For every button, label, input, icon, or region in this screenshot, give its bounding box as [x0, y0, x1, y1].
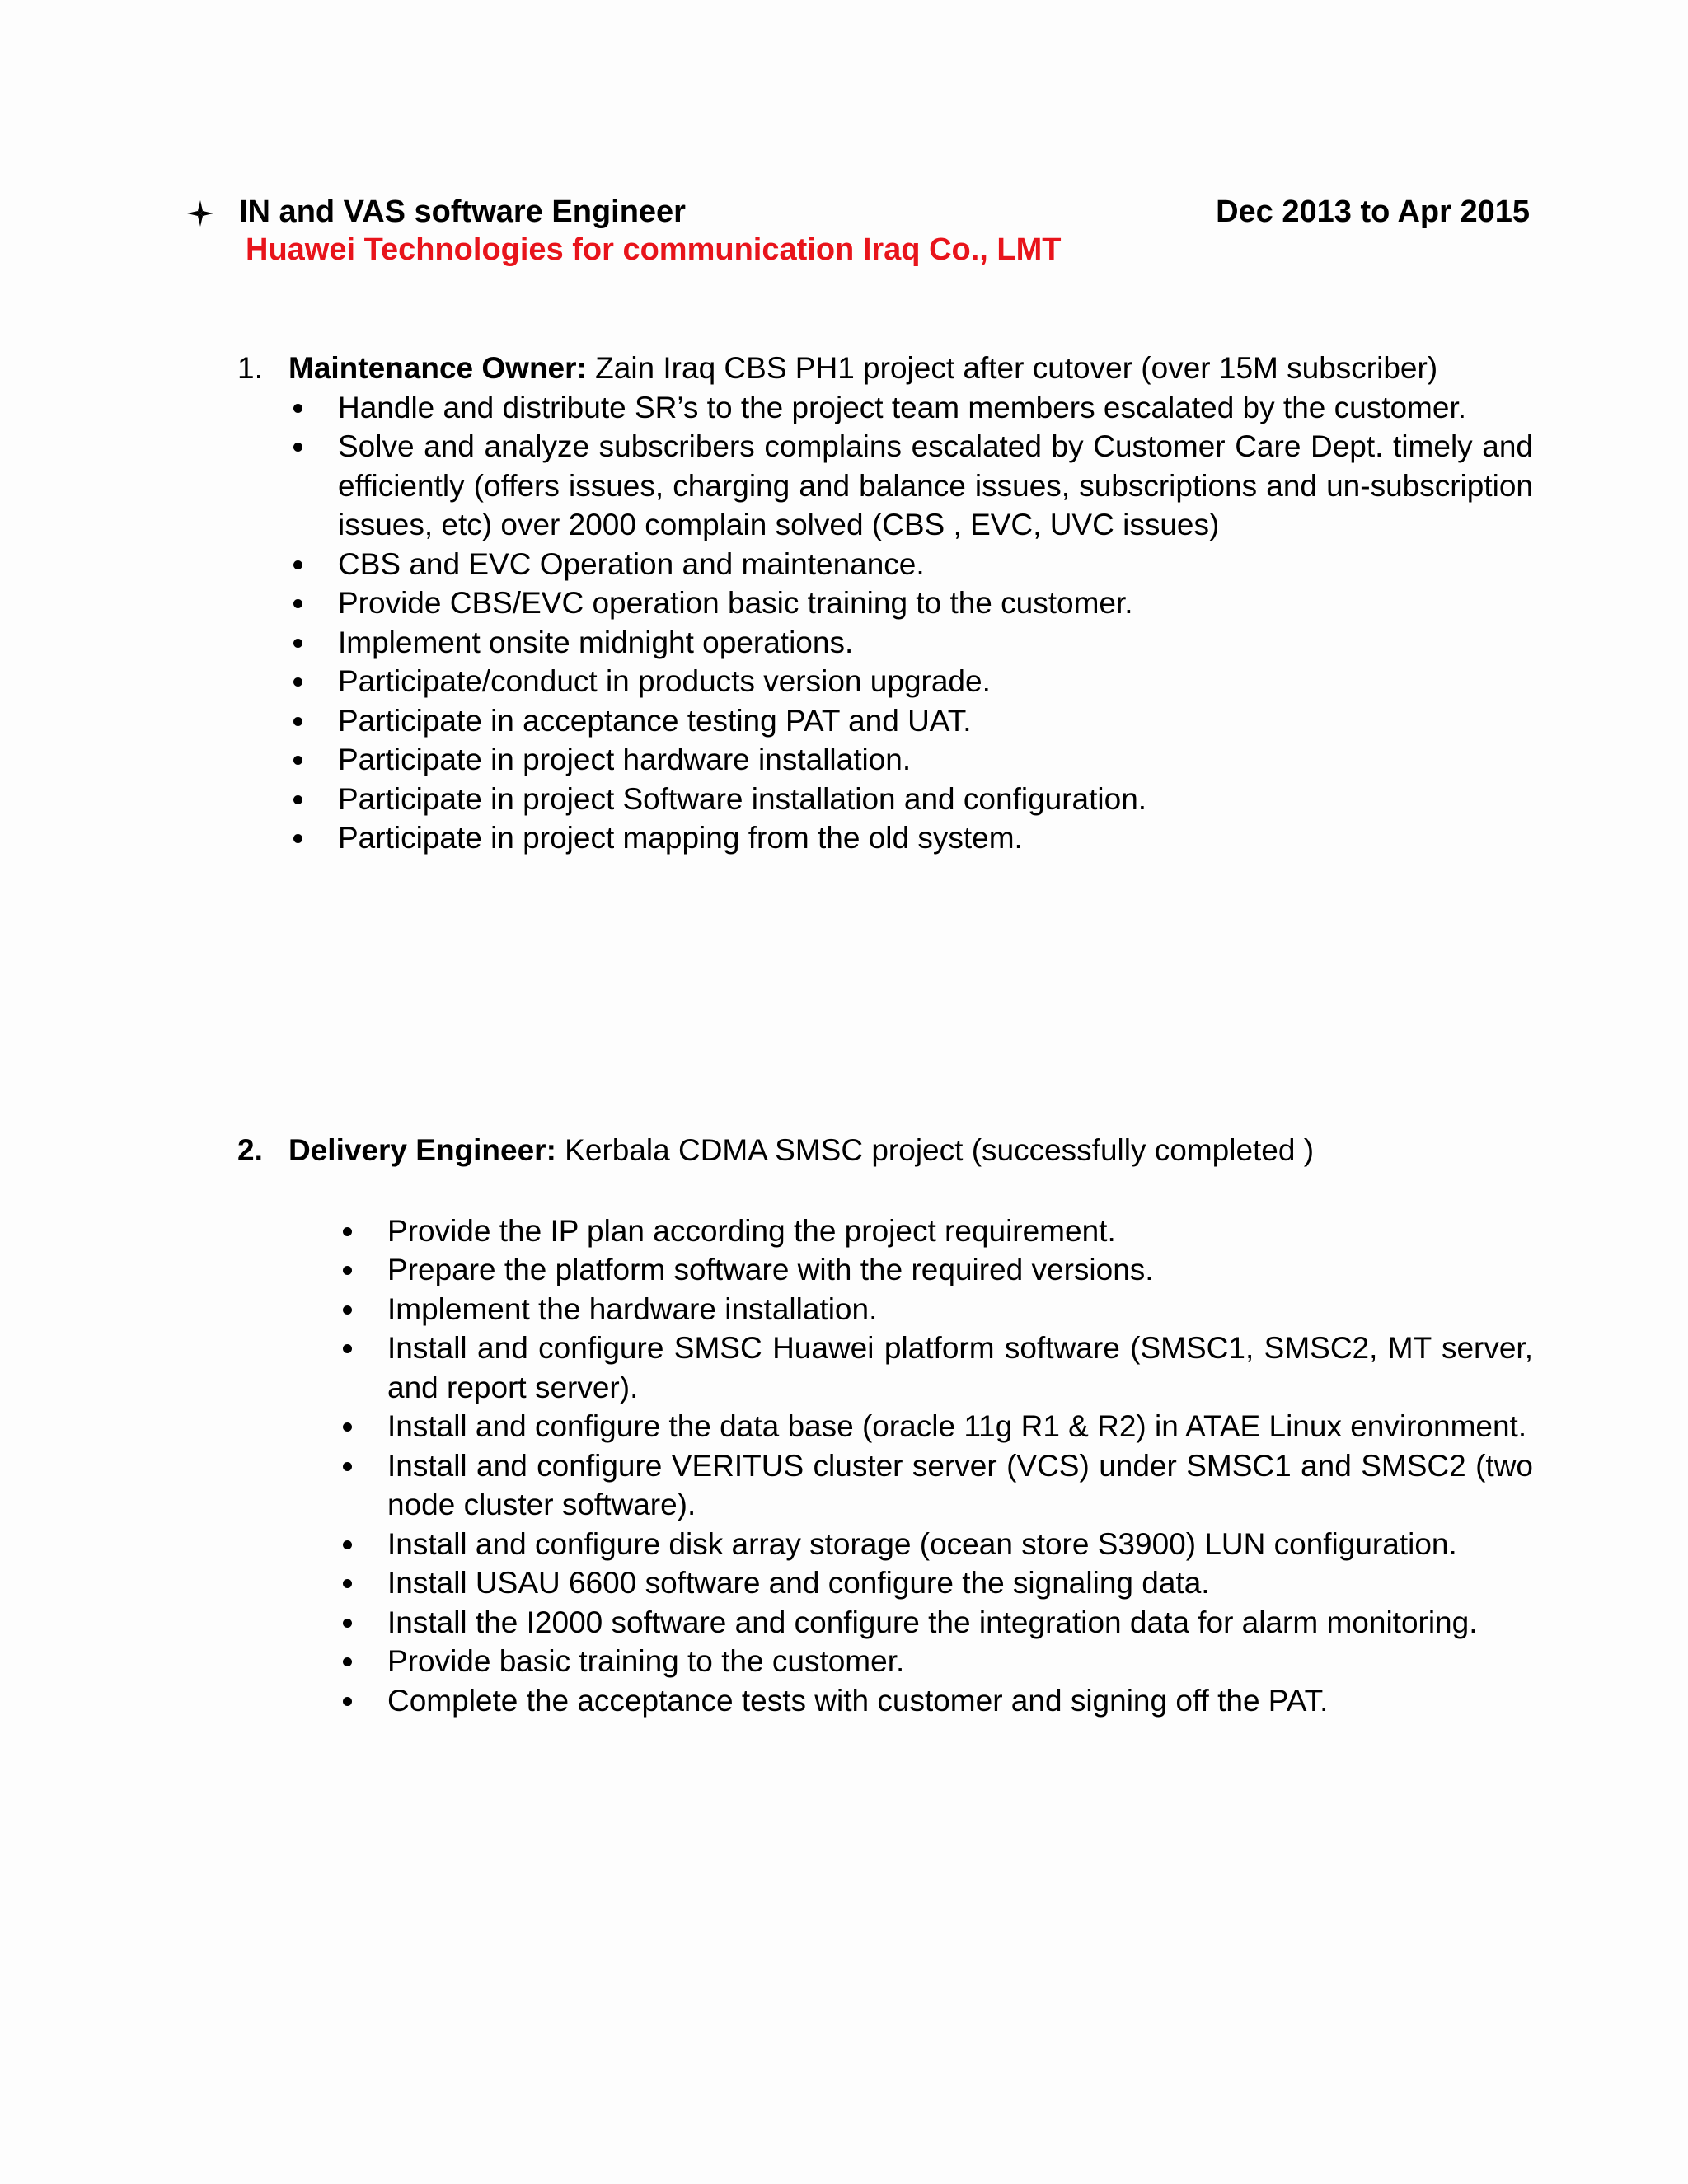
bullet-icon — [293, 443, 302, 452]
list-item: Install and configure disk array storage (ocean store S3900) LUN configuration. — [237, 1525, 1533, 1564]
list-item: Implement the hardware installation. — [237, 1290, 1533, 1329]
list-item: Provide basic training to the customer. — [237, 1642, 1533, 1681]
bullet-icon — [343, 1579, 352, 1588]
list-item: Handle and distribute SR’s to the project team members escalated by the customer. — [237, 388, 1533, 428]
list-item: CBS and EVC Operation and maintenance. — [237, 545, 1533, 584]
list-item: Install the I2000 software and configure the integration data for alarm monitoring. — [237, 1603, 1533, 1643]
list-item: Provide the IP plan according the project requirement. — [237, 1212, 1533, 1251]
list-item: Solve and analyze subscribers complains escalated by Customer Care Dept. timely and efficiently (offers issues, charging and balance issues, subscriptions and un-subscription issues, etc) over 2000 complain solved (CBS , EVC, UVC issues) — [237, 427, 1533, 545]
bullet-icon — [293, 560, 302, 569]
bullet-icon — [343, 1462, 352, 1471]
list-item: Install and configure VERITUS cluster server (VCS) under SMSC1 and SMSC2 (two node cluster software). — [237, 1446, 1533, 1525]
section-maintenance-owner — [237, 349, 1533, 858]
job-title-row — [186, 194, 1530, 236]
list-item: Implement onsite midnight operations. — [237, 623, 1533, 663]
section-number: 1. — [237, 351, 263, 385]
bullet-icon — [343, 1344, 352, 1353]
list-item: Participate in acceptance testing PAT and UAT. — [237, 701, 1533, 741]
section-label: Delivery Engineer: — [288, 1133, 556, 1167]
section-number: 2. — [237, 1133, 263, 1167]
section-heading — [237, 349, 1533, 388]
company-name: Huawei Technologies for communication Iraq Co., LMT — [246, 232, 1062, 267]
section-description: Zain Iraq CBS PH1 project after cutover (over 15M subscriber) — [586, 351, 1438, 385]
section-heading — [237, 1131, 1533, 1170]
list-item: Provide CBS/EVC operation basic training to the customer. — [237, 583, 1533, 623]
job-header — [186, 194, 1530, 267]
list-item: Participate in project Software installation and configuration. — [237, 780, 1533, 819]
list-item: Prepare the platform software with the required versions. — [237, 1250, 1533, 1290]
list-item: Participate in project hardware installation. — [237, 740, 1533, 780]
list-item: Participate/conduct in products version upgrade. — [237, 662, 1533, 701]
bullet-icon — [343, 1697, 352, 1706]
bullet-icon — [343, 1619, 352, 1628]
bullet-icon — [293, 639, 302, 648]
section-delivery-engineer — [237, 1131, 1533, 1720]
bullet-icon — [293, 795, 302, 804]
section-description: Kerbala CDMA SMSC project (successfully completed ) — [556, 1133, 1315, 1167]
bullet-list — [237, 1212, 1533, 1721]
bullet-icon — [343, 1227, 352, 1236]
bullet-icon — [293, 834, 302, 843]
section-label: Maintenance Owner: — [288, 351, 587, 385]
list-item: Install USAU 6600 software and configure the signaling data. — [237, 1563, 1533, 1603]
bullet-icon — [343, 1657, 352, 1666]
list-item: Complete the acceptance tests with customer and signing off the PAT. — [237, 1681, 1533, 1721]
bullet-icon — [343, 1422, 352, 1432]
bullet-icon — [293, 756, 302, 765]
bullet-list — [287, 388, 1533, 858]
list-item: Install and configure the data base (oracle 11g R1 & R2) in ATAE Linux environment. — [237, 1407, 1533, 1446]
job-title: IN and VAS software Engineer — [239, 194, 686, 229]
bullet-icon — [343, 1540, 352, 1549]
bullet-icon — [293, 717, 302, 726]
bullet-icon — [343, 1305, 352, 1315]
job-dates: Dec 2013 to Apr 2015 — [1216, 194, 1530, 229]
bullet-icon — [293, 677, 302, 687]
bullet-icon — [293, 404, 302, 413]
diamond-bullet-icon — [186, 199, 214, 227]
list-item: Install and configure SMSC Huawei platform software (SMSC1, SMSC2, MT server, and report server). — [237, 1329, 1533, 1407]
list-item: Participate in project mapping from the old system. — [237, 818, 1533, 858]
bullet-icon — [293, 599, 302, 608]
bullet-icon — [343, 1266, 352, 1275]
